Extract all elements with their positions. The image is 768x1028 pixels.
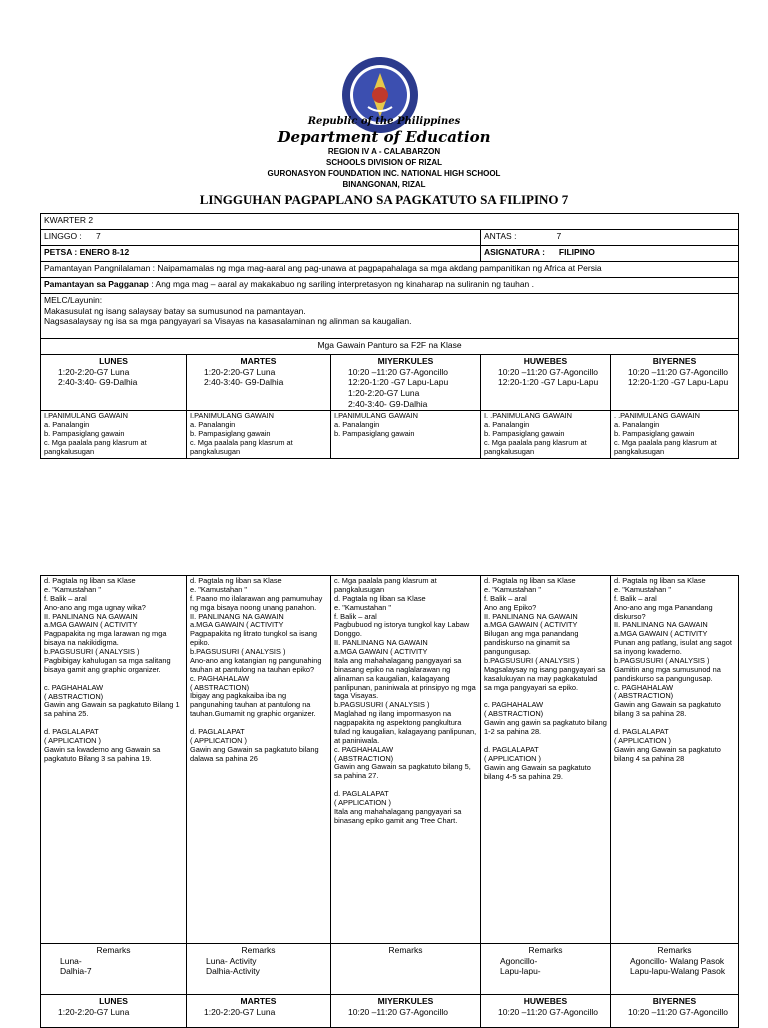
activity-line: II. PANLINANG NA GAWAIN [44, 611, 138, 621]
activity-line: Ano-ano ang katangian ng pangunahing tauhan at pantulong na tauhan epiko? [190, 655, 322, 674]
activity-line: Pagbubuod ng istorya tungkol kay Labaw Donggo. [334, 620, 470, 639]
remarks-line: Agoncillo- Walang Pasok [630, 955, 725, 966]
remarks-title: Remarks [96, 945, 131, 955]
activity-line: e. "Kamustahan " [190, 584, 248, 594]
activity-line: Ano ang Epiko? [484, 602, 537, 612]
panimula-cell [481, 411, 611, 458]
day-name: BIYERNES [652, 996, 697, 1006]
activity-line: c. PAGHAHALAW [484, 700, 544, 710]
panimula-item: a. Panalangin [614, 420, 660, 429]
day-name: MARTES [240, 356, 277, 366]
day-cell-martes [187, 355, 331, 411]
remarks-title: Remarks [241, 945, 276, 955]
activity-line: ( APPLICATION ) [484, 753, 541, 763]
activity-line: b.PAGSUSURI ( ANALYSIS ) [334, 700, 430, 710]
activity-line: Gawin sa kwaderno ang Gawain sa pagkatuto Bilang 3 sa pahina 19. [44, 744, 161, 763]
activity-line: II. PANLINANG NA GAWAIN [614, 620, 708, 630]
day-cell-miyerkules [331, 355, 481, 411]
schedule-line: 1:20-2:20-G7 Luna [204, 1006, 276, 1017]
activity-line: ( APPLICATION ) [614, 735, 671, 745]
activity-line: Bilugan ang mga panandang pandiskurso na ginamit sa pangungusap. [484, 629, 579, 656]
activity-line: Pagpapakita ng mga larawan ng mga bisaya na nakikidigma. [44, 629, 167, 648]
activity-line: b.PAGSUSURI ( ANALYSIS ) [44, 647, 140, 656]
activity-line: ( ABSTRACTION) [190, 682, 250, 692]
day-cell-huwebes [481, 355, 611, 411]
activity-line: a.MGA GAWAIN ( ACTIVITY [614, 629, 708, 639]
activity-line: Gawin ang Gawain sa pagkatuto bilang dalawa sa pahina 26 [190, 744, 319, 763]
schedule-line: 10:20 –11:20 G7-Agoncillo [498, 1006, 599, 1017]
remarks-line: Dalhia-Activity [206, 966, 260, 977]
day-name: BIYERNES [652, 356, 697, 366]
remarks-line: Lapu-lapu- [500, 966, 541, 977]
activity-line: Gawin ang Gawain sa pagkatuto bilang 4 sa pahina 28 [614, 744, 721, 763]
panimula-item: c. Mga paalala pang klasrum at pangkalusugan [484, 437, 587, 456]
panimula-cell [41, 411, 187, 458]
remarks-title: Remarks [528, 945, 563, 955]
activity-line: f. Balik – aral [44, 593, 87, 603]
panimula-heading: I.PANIMULANG GAWAIN [190, 411, 274, 421]
panimula-item: a. Panalangin [484, 420, 530, 429]
activity-line: Gawin ang Gawain sa pagkatuto bilang 4-5 sa pahina 29. [484, 762, 591, 781]
schedule-line: 10:20 –11:20 G7-Agoncillo [348, 366, 449, 377]
panimula-item: c. Mga paalala pang klasrum at pangkalusugan [44, 437, 147, 456]
pamantayan-pagganap: Pamantayan sa Pagganap : Ang mga mag – aaral ay makakabuo ng sariling interpretasyon ng kinaharap na suliranin ng tauhan . [41, 278, 739, 294]
day-cell-lunes [41, 355, 187, 411]
department-title: Department of Education [277, 128, 491, 146]
schedule-line: 2:40-3:40- G9-Dalhia [204, 377, 284, 388]
activity-line: Ibigay ang pagkakaiba iba ng pangunahing tauhan at pantulong na tauhan.Gumamit ng graphic organizer. [190, 691, 316, 719]
antas-row: ANTAS : 7 [481, 230, 739, 246]
activity-line: e. "Kamustahan " [484, 584, 542, 594]
activity-line: Ano-ano ang mga ugnay wika? [44, 602, 146, 612]
activity-cell [187, 576, 331, 944]
panimula-cell [611, 411, 739, 458]
activity-line: Gawin ang Gawain sa pagkatuto Bilang 1 sa pahina 25. [44, 700, 180, 719]
activity-line: c. PAGHAHALAW [334, 744, 394, 754]
day-name: MIYERKULES [377, 356, 434, 366]
schedule-line: 12:20-1:20 -G7 Lapu-Lapu [628, 377, 729, 388]
activity-line: Ano-ano ang mga Panandang diskurso? [614, 602, 713, 621]
activity-line: b.PAGSUSURI ( ANALYSIS ) [190, 647, 286, 656]
bottom-day-cell [331, 995, 481, 1028]
bottom-day-cell [41, 995, 187, 1028]
panimula-heading: I.PANIMULANG GAWAIN [44, 411, 128, 421]
activity-line: ( ABSTRACTION) [614, 691, 674, 701]
remarks-title: Remarks [388, 945, 423, 955]
activity-cell [41, 576, 187, 944]
schedule-line: 10:20 –11:20 G7-Agoncillo [628, 366, 729, 377]
panimula-item: c. Mga paalala pang klasrum at pangkalusugan [190, 437, 293, 456]
activity-line: ( ABSTRACTION) [44, 691, 104, 701]
activity-line: ( APPLICATION ) [44, 736, 101, 745]
division-text: SCHOOLS DIVISION OF RIZAL [325, 158, 442, 167]
panimula-cell [187, 411, 331, 458]
panimula-item: b. Pampasiglang gawain [44, 428, 125, 438]
remarks-cell [481, 944, 611, 995]
schedule-line: 12:20-1:20 -G7 Lapu-Lapu [348, 377, 449, 388]
panimula-item: b. Pampasiglang gawain [334, 428, 415, 438]
panimula-item: c. Mga paalala pang klasrum at pangkalusugan [614, 437, 717, 456]
linggo-row: LINGGO : 7 [41, 230, 481, 246]
activity-line: c. PAGHAHALAW [44, 682, 104, 692]
activity-line: Gawin ang Gawain sa pagkatuto bilang 5, sa pahina 27. [334, 762, 471, 781]
panimula-item: a. Panalangin [44, 420, 90, 429]
activity-line: d. Pagtala ng liban sa Klase [614, 576, 706, 585]
activity-line: c. PAGHAHALAW [614, 682, 674, 692]
section-title: Mga Gawain Panturo sa F2F na Klase [41, 339, 739, 355]
place-text: BINANGONAN, RIZAL [342, 180, 426, 189]
activity-line: Gamitin ang mga sumusunod na pandiskurso sa pangungusap. [614, 664, 721, 683]
remarks-cell [331, 944, 481, 995]
schedule-line: 10:20 –11:20 G7-Agoncillo [498, 366, 599, 377]
remarks-title: Remarks [657, 945, 692, 955]
activity-line: II. PANLINANG NA GAWAIN [484, 611, 578, 621]
activity-line: d. Pagtala ng liban sa Klase [484, 576, 576, 585]
remarks-cell [187, 944, 331, 995]
activity-line: a.MGA GAWAIN ( ACTIVITY [44, 620, 138, 630]
remarks-line: Dalhia-7 [60, 966, 92, 977]
activity-cell [481, 576, 611, 944]
remarks-cell [611, 944, 739, 995]
bottom-day-cell [481, 995, 611, 1028]
activity-line: ( ABSTRACTION) [484, 709, 544, 719]
activity-line: a.MGA GAWAIN ( ACTIVITY [190, 620, 284, 630]
activity-line: d. PAGLALAPAT [190, 727, 245, 736]
activity-line: a.MGA GAWAIN ( ACTIVITY [334, 647, 428, 656]
document-title: LINGGUHAN PAGPAPLANO SA PAGKATUTO SA FILIPINO 7 [199, 192, 569, 207]
activity-line: d. Pagtala ng liban sa Klase [44, 576, 136, 585]
schedule-line: 1:20-2:20-G7 Luna [58, 1006, 130, 1017]
day-cell-biyernes [611, 355, 739, 411]
panimula-item: b. Pampasiglang gawain [190, 428, 271, 438]
activity-line: d. PAGLALAPAT [334, 789, 389, 799]
activity-cell [611, 576, 739, 944]
day-name: MARTES [240, 996, 277, 1006]
schedule-line: 1:20-2:20-G7 Luna [204, 366, 276, 377]
activity-line: c. PAGHAHALAW [190, 673, 250, 683]
activity-line: e. "Kamustahan " [334, 602, 392, 612]
activity-line: f. Balik – aral [614, 593, 657, 603]
activity-line: Punan ang patlang, isulat ang sagot sa inyong kwaderno. [614, 638, 732, 656]
panimula-item: a. Panalangin [190, 420, 236, 429]
panimula-heading: I. .PANIMULANG GAWAIN [484, 411, 573, 421]
activity-line: Maglahad ng ilang impormasyon na nagpapakita ng aspektong pangkultura tulad ng kaugalian, kalagayang panlipunan, at paniniwala. [334, 709, 477, 745]
panimula-heading: . .PANIMULANG GAWAIN [614, 411, 700, 421]
pamantayan-pangnilalaman: Pamantayan Pangnilalaman : Naipamamalas ng mga mag-aaral ang pag-unawa at pagpapahalaga sa mga akdang pampanitikan ng Africa at Persia [41, 262, 739, 278]
lesson-plan-table-page1 [40, 213, 739, 459]
activity-line: d. PAGLALAPAT [614, 727, 669, 736]
activity-line: II. PANLINANG NA GAWAIN [334, 638, 428, 648]
activity-line: Itala ang mahahalagang pangyayari sa binasang epiko na naglalarawan ng alinaman sa kaugalian, kalagayang panlipunan, paniniwala at prinsipyo ng mga taga Visayas. [334, 655, 476, 701]
day-name: LUNES [99, 356, 128, 366]
activity-line: d. PAGLALAPAT [484, 744, 539, 754]
remarks-line: Luna- Activity [206, 955, 257, 966]
schedule-line: 12:20-1:20 -G7 Lapu-Lapu [498, 377, 599, 388]
activity-line: Gawin ang Gawain sa pagkatuto bilang 3 sa pahina 28. [614, 700, 721, 719]
activity-line: f. Balik – aral [484, 593, 527, 603]
activity-line: d. Pagtala ng liban sa Klase [334, 593, 426, 603]
activity-line: e. "Kamustahan " [614, 584, 672, 594]
activity-line: ( ABSTRACTION) [334, 753, 394, 763]
activity-line: d. PAGLALAPAT [44, 727, 99, 737]
lesson-plan-table-page2 [40, 575, 739, 1028]
remarks-line: Agoncillo- [500, 955, 538, 966]
schedule-line: 1:20-2:20-G7 Luna [58, 366, 130, 377]
activity-line: e. "Kamustahan " [44, 584, 102, 594]
activity-line: b.PAGSUSURI ( ANALYSIS ) [614, 655, 710, 665]
region-text: REGION IV A - CALABARZON [327, 147, 441, 156]
activity-line: Pagpapakita ng litrato tungkol sa isang epiko. [190, 629, 317, 648]
activity-line: f. Balik – aral [334, 611, 377, 621]
bottom-day-cell [611, 995, 739, 1028]
panimula-cell [331, 411, 481, 458]
day-name: MIYERKULES [377, 996, 434, 1006]
activity-cell [331, 576, 481, 944]
activity-line: II. PANLINANG NA GAWAIN [190, 611, 284, 621]
schedule-line: 2:40-3:40- G9-Dalhia [348, 398, 428, 409]
republic-text: Republic of the Philippines [307, 116, 461, 127]
panimula-item: b. Pampasiglang gawain [484, 428, 565, 438]
activity-line: ( APPLICATION ) [190, 735, 247, 745]
remarks-line: Lapu-lapu-Walang Pasok [630, 966, 726, 977]
activity-line: b.PAGSUSURI ( ANALYSIS ) [484, 655, 580, 665]
bottom-day-cell [187, 995, 331, 1028]
melc-row: MELC/Layunin: Makasusulat ng isang salaysay batay sa sumusunod na pamantayan. Nagsasalaysay ng isa sa mga pangyayari sa Visayas na kasasalaminan ng alinman sa kaugalian. [41, 294, 739, 339]
day-name: HUWEBES [523, 356, 568, 366]
activity-line: d. Pagtala ng liban sa Klase [190, 576, 282, 585]
panimula-item: b. Pampasiglang gawain [614, 428, 695, 438]
schedule-line: 10:20 –11:20 G7-Agoncillo [628, 1006, 729, 1017]
activity-line: Itala ang mahahalagang pangyayari sa binasang epiko gamit ang Tree Chart. [334, 806, 462, 825]
schedule-line: 1:20-2:20-G7 Luna [348, 387, 420, 398]
panimula-heading: I.PANIMULANG GAWAIN [334, 411, 418, 421]
schedule-line: 10:20 –11:20 G7-Agoncillo [348, 1006, 449, 1017]
remarks-cell [41, 944, 187, 995]
activity-line: Pagbibigay kahulugan sa mga salitang bisaya gamit ang graphic organizer. [44, 655, 171, 674]
petsa-row: PETSA : ENERO 8-12 [41, 246, 481, 262]
day-name: HUWEBES [523, 996, 568, 1006]
schedule-line: 2:40-3:40- G9-Dalhia [58, 377, 138, 388]
school-text: GURONASYON FOUNDATION INC. NATIONAL HIGH SCHOOL [267, 169, 501, 178]
kwarter-row: KWARTER 2 [41, 214, 739, 230]
activity-line: c. Mga paalala pang klasrum at pangkalusugan [334, 576, 437, 594]
panimula-item: a. Panalangin [334, 420, 380, 429]
activity-line: ( APPLICATION ) [334, 798, 391, 807]
activity-line: Gawin ang gawin sa pagkatuto bilang 1-2 sa pahina 28. [484, 718, 607, 736]
asignatura-row: ASIGNATURA : FILIPINO [481, 246, 739, 262]
remarks-line: Luna- [60, 955, 82, 966]
day-name: LUNES [99, 996, 128, 1006]
activity-line: a.MGA GAWAIN ( ACTIVITY [484, 620, 578, 630]
activity-line: f. Paano mo ilalarawan ang pamumuhay ng mga bisaya noong unang panahon. [190, 593, 323, 612]
activity-line: Magsalaysay ng isang pangyayari sa kasalukuyan na may pagkakatulad sa mga pangyayari sa epiko. [484, 664, 606, 692]
